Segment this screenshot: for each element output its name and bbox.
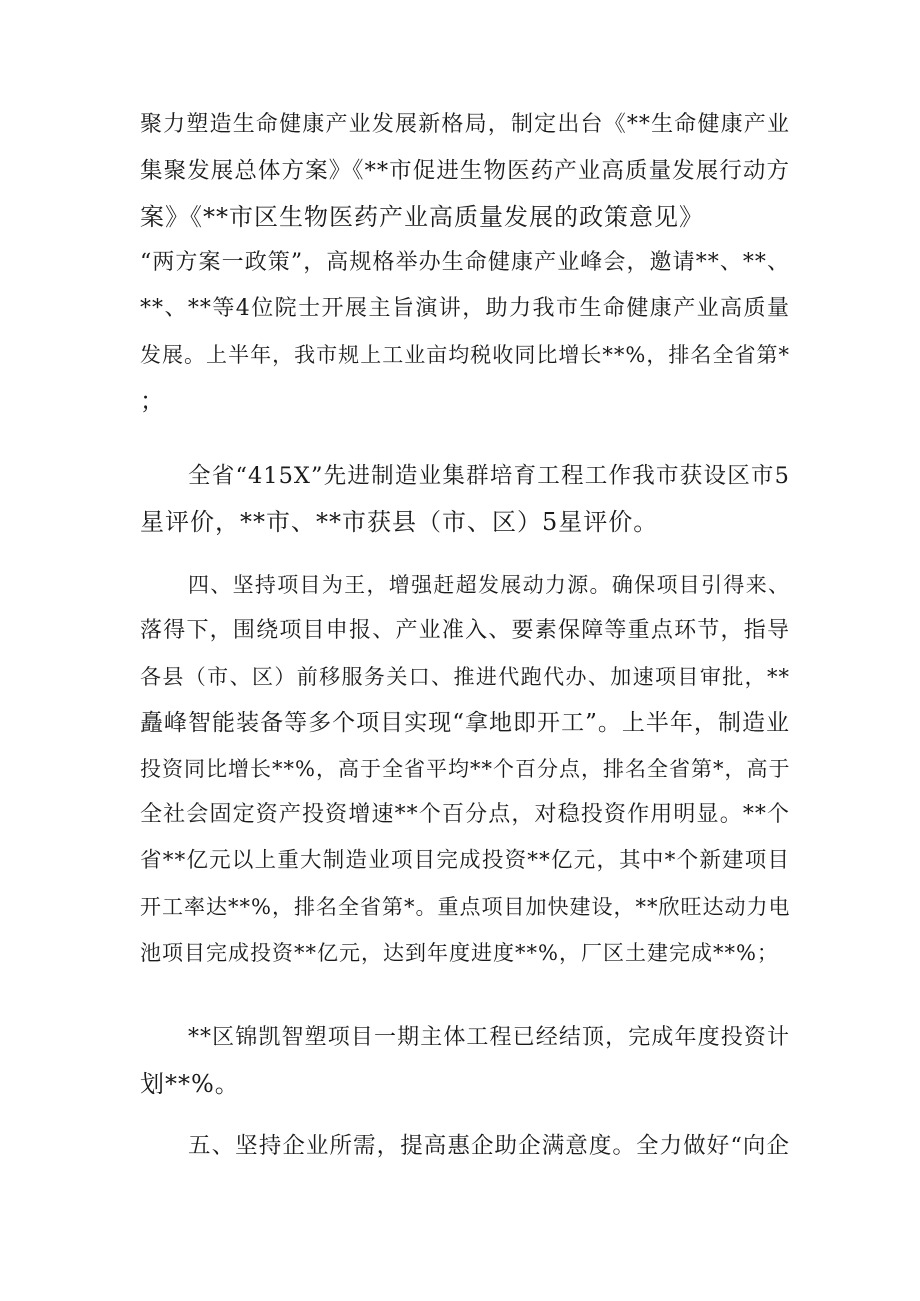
paragraph-2 (140, 453, 790, 545)
paragraph-line: ； (140, 387, 165, 415)
paragraph-line: 集聚发展总体方案》《**市促进生物医药产业高质量发展行动方 (140, 158, 790, 184)
paragraph-line: 星评价，**市、**市获县（市、区）5星评价。 (140, 508, 659, 536)
paragraph-line: 矗峰智能装备等多个项目实现“拿地即开工”。上半年，制造业 (140, 710, 790, 736)
paragraph-line: 全省“415X”先进制造业集群培育工程工作我市获设区市5 (188, 463, 790, 489)
paragraph-line: **区锦凯智塑项目一期主体工程已经结顶，完成年度投资计 (188, 1025, 790, 1050)
paragraph-4 (140, 1015, 790, 1107)
paragraph-line: 发展。上半年，我市规上工业亩均税收同比增长**%，排名全省第* (140, 343, 790, 367)
paragraph-line: 全社会固定资产投资增速**个百分点，对稳投资作用明显。**个 (140, 802, 790, 827)
paragraph-line: 投资同比增长**%，高于全省平均**个百分点，排名全省第*，高于 (140, 757, 791, 781)
paragraph-3 (140, 562, 790, 976)
paragraph-line: 聚力塑造生命健康产业发展新格局，制定出台《**生命健康产业 (140, 112, 790, 137)
paragraph-line: 划**%。 (140, 1070, 240, 1098)
paragraph-line: 池项目完成投资**亿元，达到年度进度**%，厂区土建完成**%； (140, 941, 779, 965)
paragraph-line: 开工率达**%，排名全省第*。重点项目加快建设，**欣旺达动力电 (140, 895, 791, 919)
paragraph-line: 省**亿元以上重大制造业项目完成投资**亿元，其中*个新建项目 (140, 848, 790, 873)
paragraph-line: **、**等4位院士开展主旨演讲，助力我市生命健康产业高质量 (140, 296, 790, 321)
paragraph-line: 各县（市、区）前移服务关口、推进代跑代办、加速项目审批，** (140, 665, 790, 689)
paragraph-line: 案》《**市区生物医药产业高质量发展的政策意见》 (140, 203, 704, 231)
paragraph-line: 五、坚持企业所需，提高惠企助企满意度。全力做好“向企 (188, 1133, 790, 1159)
paragraph-5 (140, 1123, 790, 1169)
paragraph-1 (140, 102, 790, 424)
paragraph-line: 四、坚持项目为王，增强赶超发展动力源。确保项目引得来、 (188, 573, 790, 597)
paragraph-line: “两方案一政策”，高规格举办生命健康产业峰会，邀请**、**、 (140, 250, 790, 275)
paragraph-line: 落得下，围绕项目申报、产业准入、要素保障等重点环节，指导 (140, 618, 790, 643)
